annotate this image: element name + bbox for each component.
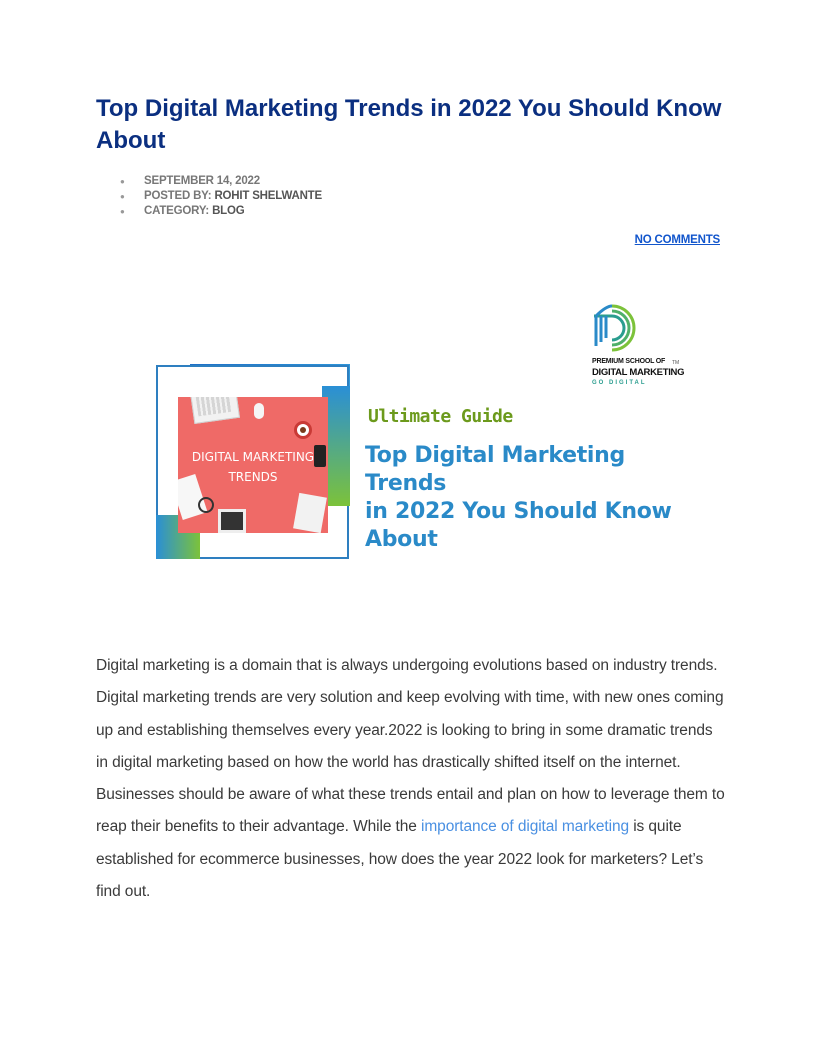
document-icon [293, 493, 327, 533]
logo-line2: DIGITAL MARKETING [592, 367, 685, 378]
hero-title-line1: Top Digital Marketing Trends [365, 443, 625, 496]
body-text-after-link: is quite established for ecommerce businesses, how does the year 2022 look for marketers? Let’s find out. [96, 818, 704, 901]
post-date [96, 174, 322, 189]
category-label: CATEGORY: [144, 205, 210, 217]
hero-title-line3: About [365, 527, 438, 552]
hero-title-line2: in 2022 You Should Know [365, 499, 672, 524]
mouse-icon [254, 403, 264, 419]
logo-line3: GO DIGITAL [592, 380, 647, 386]
tablet-icon [218, 509, 246, 533]
pd-logo-icon [592, 302, 652, 356]
hero-photo-caption [178, 447, 328, 487]
comments-link[interactable]: NO COMMENTS [634, 234, 720, 246]
hero-photo [178, 397, 328, 533]
hero-title [365, 442, 695, 554]
logo-tm: TM [672, 360, 680, 366]
article-title: Top Digital Marketing Trends in 2022 You Should Know About [96, 95, 722, 154]
hero-photo-caption-line1: DIGITAL MARKETING [191, 450, 315, 464]
logo-line1: PREMIUM SCHOOL OF [592, 358, 666, 365]
body-text-before-link: Digital marketing is a domain that is always undergoing evolutions based on industry trends. Digital marketing trends are very solution and keep evolving with time, with new ones coming up and establishing themselves every year.2022 is looking to bring in some dramatic trends in digital marketing based on how the world has drastically shifted itself on the internet. Businesses should be aware of what these trends entail and plan on how to leverage them to reap their benefits to their advantage. While the [96, 657, 725, 836]
category-value[interactable]: BLOG [212, 205, 245, 217]
coffee-cup-icon [294, 421, 312, 439]
posted-by-label: POSTED BY: [144, 190, 212, 202]
article-body-paragraph [96, 650, 726, 908]
posted-by-value[interactable]: ROHIT SHELWANTE [214, 190, 322, 202]
post-category [96, 204, 322, 219]
hero-photo-caption-line2: TRENDS [228, 470, 278, 484]
magnifier-icon [198, 497, 214, 513]
post-meta-list [96, 174, 322, 219]
post-author [96, 189, 322, 204]
importance-of-digital-marketing-link[interactable]: importance of digital marketing [421, 818, 629, 836]
post-date-value: SEPTEMBER 14, 2022 [144, 175, 260, 187]
hero-guide-label: Ultimate Guide [368, 406, 513, 427]
hero-image [150, 300, 690, 570]
laptop-icon [190, 397, 240, 424]
school-logo [592, 302, 692, 394]
